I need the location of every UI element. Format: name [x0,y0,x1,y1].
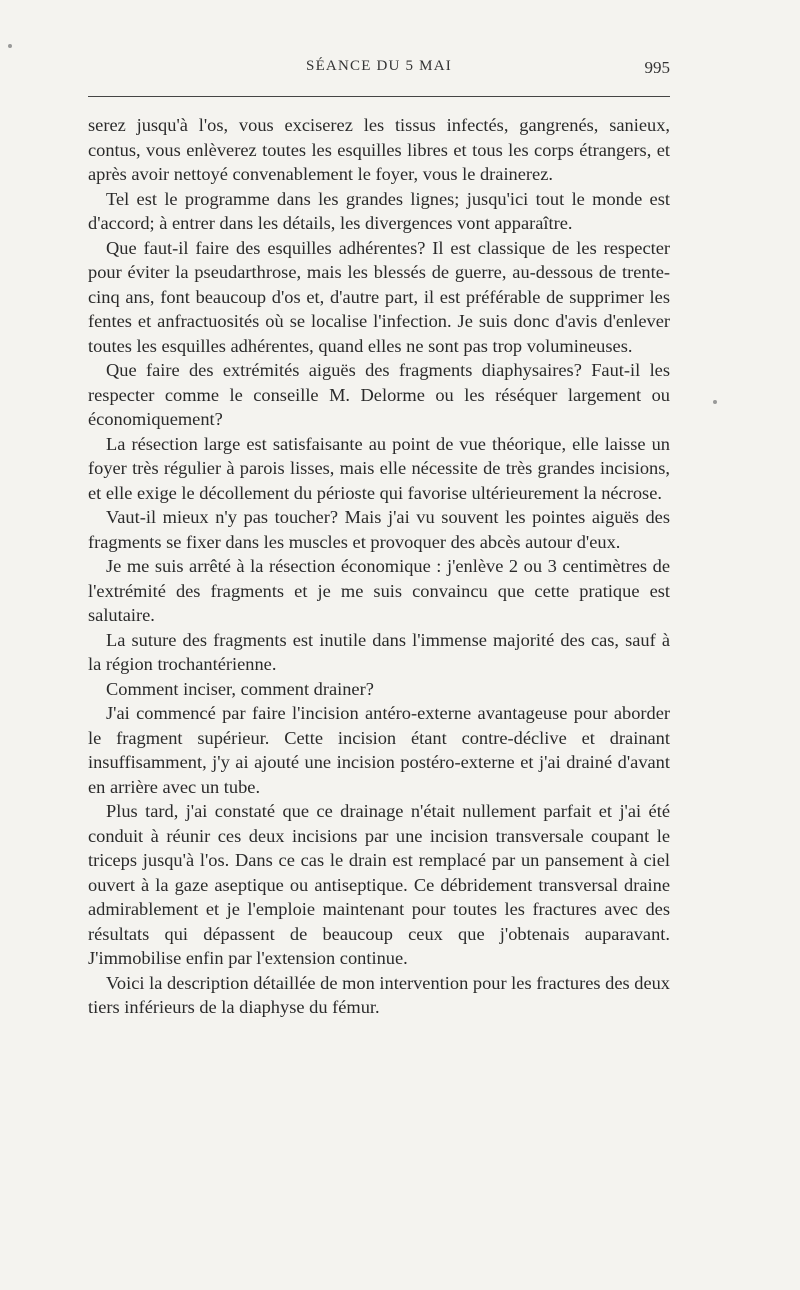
paragraph: Vaut-il mieux n'y pas toucher? Mais j'ai vu souvent les pointes aiguës des fragments se fixer dans les muscles et provoquer des abcès autour d'eux. [88,507,670,552]
paragraph: serez jusqu'à l'os, vous exciserez les tissus infectés, gangrenés, sanieux, contus, vous enlèverez toutes les esquilles libres et tous les corps étrangers, et après avoir nettoyé convenablement le foyer, vous le drainerez. [88,115,670,184]
paragraph: Je me suis arrêté à la résection économique : j'enlève 2 ou 3 centimètres de l'extrémité des fragments et je me suis convaincu que cette pratique est salutaire. [88,556,670,625]
paragraph: Tel est le programme dans les grandes lignes; jusqu'ici tout le monde est d'accord; à entrer dans les détails, les divergences vont apparaître. [88,188,670,233]
page-number: 995 [644,58,670,77]
paragraph: Que faire des extrémités aiguës des fragments diaphysaires? Faut-il les respecter comme le conseille M. Delorme ou les réséquer largement ou économiquement? [88,360,670,429]
header-rule [88,96,670,97]
paragraph: Plus tard, j'ai constaté que ce drainage n'était nullement parfait et j'ai été conduit à réunir ces deux incisions par une incision transversale coupant le triceps jusqu'à l'os. Dans ce cas le drain est remplacé par un pansement à ciel ouvert à la gaze aseptique ou antiseptique. Ce débridement transversal draine admirablement et je l'emploie maintenant pour toutes les fractures avec des résultats qui dépassent de beaucoup ceux que j'obtenais auparavant. J'immobilise enfin par l'extension continue. [88,801,670,968]
paragraph: La suture des fragments est inutile dans l'immense majorité des cas, sauf à la région trochantérienne. [88,629,670,674]
scan-speck [713,400,717,404]
running-title: SÉANCE DU 5 MAI [306,58,452,74]
paragraph: J'ai commencé par faire l'incision antéro-externe avantageuse pour aborder le fragment supérieur. Cette incision étant contre-déclive et drainant insuffisamment, j'y ai ajouté une incision postéro-externe et j'ai drainé d'avant en arrière avec un tube. [88,703,670,797]
body-text [88,113,670,1020]
scan-speck [8,44,12,48]
paragraph: Voici la description détaillée de mon intervention pour les fractures des deux tiers inférieurs de la diaphyse du fémur. [88,972,670,1017]
page-header [88,58,670,86]
paragraph: La résection large est satisfaisante au point de vue théorique, elle laisse un foyer très régulier à parois lisses, mais elle nécessite de très grandes incisions, et elle exige le décollement du périoste qui favorise ultérieurement la nécrose. [88,433,670,503]
paragraph: Que faut-il faire des esquilles adhérentes? Il est classique de les respecter pour éviter la pseudarthrose, mais les blessés de guerre, au-dessous de trente-cinq ans, font beaucoup d'os et, d'autre part, il est préférable de supprimer les fentes et anfractuosités où se localise l'infection. Je suis donc d'avis d'enlever toutes les esquilles adhérentes, quand elles ne sont pas trop volumineuses. [88,237,670,356]
paragraph: Comment inciser, comment drainer? [106,678,374,699]
